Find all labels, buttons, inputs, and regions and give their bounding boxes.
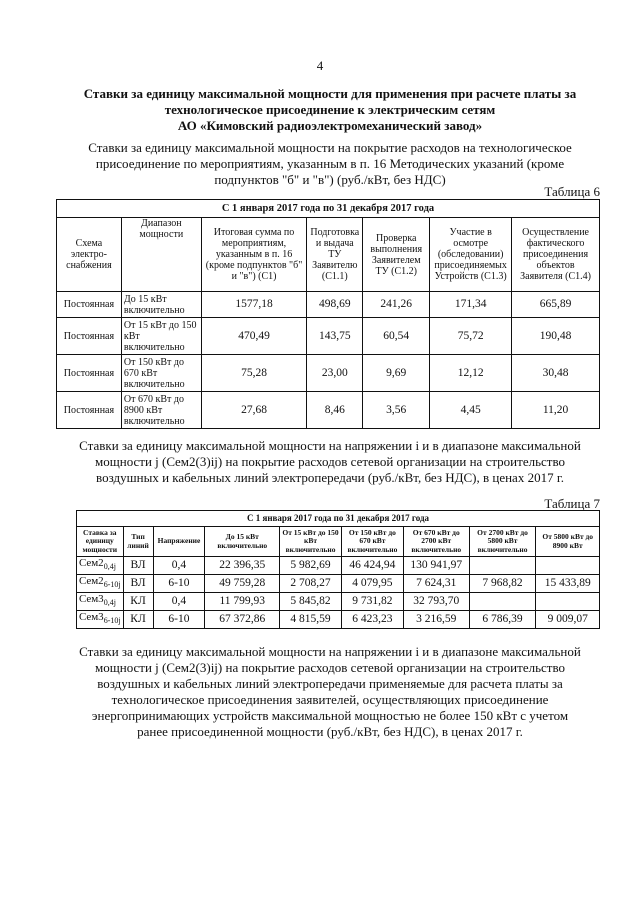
cell-c11: 498,69 (307, 292, 363, 318)
table-row (77, 611, 600, 629)
table7-intro (68, 438, 592, 486)
cell-value (536, 593, 600, 611)
table6-header-range: Диапазон мощности (121, 218, 201, 292)
table-6 (56, 199, 600, 429)
cell-rate (77, 575, 124, 593)
cell-c1: 1577,18 (201, 292, 307, 318)
cell-value: 2 708,27 (280, 575, 342, 593)
heading-line-1: Ставки за единицу максимальной мощности для применения при расчете платы за (83, 86, 577, 101)
cell-voltage: 0,4 (153, 557, 205, 575)
cell-value (469, 557, 536, 575)
cell-c12: 9,69 (363, 355, 430, 392)
cell-c11: 8,46 (307, 392, 363, 429)
table7-title: С 1 января 2017 года по 31 декабря 2017 года (77, 511, 600, 527)
rate-subscript: 0,4j (103, 562, 116, 572)
cell-c1: 75,28 (201, 355, 307, 392)
table7-header-range-6: От 5800 кВт до 8900 кВт (536, 527, 600, 557)
cell-value: 11 799,93 (205, 593, 280, 611)
cell-scheme: Постоянная (57, 355, 122, 392)
cell-range: От 670 кВт до 8900 кВт включительно (121, 392, 201, 429)
cell-type: КЛ (123, 593, 153, 611)
cell-value: 5 845,82 (280, 593, 342, 611)
rate-symbol: Cем2 (79, 557, 104, 570)
cell-rate (77, 611, 124, 629)
intro7-line-3: воздушных и кабельных линий электропередачи (руб./кВт, без НДС), в ценах 2017 г. (96, 470, 564, 485)
cell-value: 22 396,35 (205, 557, 280, 575)
rate-symbol: Cем3 (79, 611, 104, 624)
cell-range: От 15 кВт до 150 кВт включительно (121, 318, 201, 355)
table6-header-c12: Проверка выполнения Заявителем ТУ (С1.2) (363, 218, 430, 292)
cell-rate (77, 593, 124, 611)
cell-value: 7 968,82 (469, 575, 536, 593)
table-row (77, 557, 600, 575)
cell-c1: 27,68 (201, 392, 307, 429)
rate-symbol: Cем3 (79, 593, 104, 606)
cell-c14: 11,20 (512, 392, 600, 429)
cell-c13: 4,45 (430, 392, 512, 429)
cell-range: От 150 кВт до 670 кВт включительно (121, 355, 201, 392)
table6-header-c13: Участие в осмотре (обследовании) присоединяемых Устройств (С1.3) (430, 218, 512, 292)
table7-header-rate: Ставка за единицу мощности (77, 527, 124, 557)
table-row (57, 392, 600, 429)
table-row (57, 292, 600, 318)
table7-header-type: Тип линий (123, 527, 153, 557)
cell-type: КЛ (123, 611, 153, 629)
cell-c12: 3,56 (363, 392, 430, 429)
intro8-line-1: Ставки за единицу максимальной мощности на напряжении i и в диапазоне максимальной (79, 644, 581, 659)
cell-value: 4 815,59 (280, 611, 342, 629)
table7-header-range-1: До 15 кВт включительно (205, 527, 280, 557)
cell-c14: 30,48 (512, 355, 600, 392)
cell-value (536, 557, 600, 575)
table7-header-range-4: От 670 кВт до 2700 кВт включительно (403, 527, 469, 557)
cell-value: 5 982,69 (280, 557, 342, 575)
cell-value: 3 216,59 (403, 611, 469, 629)
table7-header-range-2: От 15 кВт до 150 кВт включительно (280, 527, 342, 557)
table6-header-c1: Итоговая сумма по мероприятиям, указанным в п. 16 (кроме подпунктов "б" и "в") (С1) (201, 218, 307, 292)
rate-subscript: 0,4j (103, 598, 116, 608)
table7-header-range-5: От 2700 кВт до 5800 кВт включительно (469, 527, 536, 557)
table6-header-c11: Подготовка и выдача ТУ Заявителю (С1.1) (307, 218, 363, 292)
table-7 (76, 510, 600, 629)
cell-rate (77, 557, 124, 575)
cell-c12: 241,26 (363, 292, 430, 318)
cell-value: 4 079,95 (341, 575, 403, 593)
cell-c12: 60,54 (363, 318, 430, 355)
document-heading (60, 86, 600, 134)
cell-value: 9 731,82 (341, 593, 403, 611)
cell-value: 7 624,31 (403, 575, 469, 593)
table-row (77, 593, 600, 611)
rate-symbol: Cем2 (79, 575, 104, 588)
intro8-line-2: мощности j (Cем2(3)ij) на покрытие расходов сетевой организации на строительство (95, 660, 565, 675)
table-row (57, 355, 600, 392)
intro7-line-2: мощности j (Cем2(3)ij) на покрытие расходов сетевой организации на строительство (95, 454, 565, 469)
cell-voltage: 6-10 (153, 575, 205, 593)
page-number: 4 (316, 58, 324, 73)
table7-label: Таблица 7 (544, 496, 600, 511)
cell-value: 32 793,70 (403, 593, 469, 611)
cell-value: 6 786,39 (469, 611, 536, 629)
heading-line-2: технологическое присоединение к электрическим сетям (164, 102, 496, 117)
cell-scheme: Постоянная (57, 392, 122, 429)
table6-label: Таблица 6 (544, 184, 600, 199)
intro8-line-6: ранее присоединенной мощности (руб./кВт, без НДС), в ценах 2017 г. (137, 724, 523, 739)
cell-c11: 23,00 (307, 355, 363, 392)
rate-subscript: 6-10j (103, 580, 121, 590)
cell-scheme: Постоянная (57, 292, 122, 318)
heading-line-3: АО «Кимовский радиоэлектромеханический завод» (177, 118, 483, 133)
intro6-line-2: присоединение по мероприятиям, указанным в п. 16 Методических указаний (кроме (95, 156, 565, 171)
cell-value: 15 433,89 (536, 575, 600, 593)
cell-voltage: 6-10 (153, 611, 205, 629)
intro6-line-1: Ставки за единицу максимальной мощности на покрытие расходов на технологическое (88, 140, 572, 155)
table7-header-range-3: От 150 кВт до 670 кВт включительно (341, 527, 403, 557)
cell-c1: 470,49 (201, 318, 307, 355)
cell-c13: 12,12 (430, 355, 512, 392)
intro6-line-3: подпунктов "б" и "в") (руб./кВт, без НДС) (214, 172, 446, 187)
cell-value (469, 593, 536, 611)
cell-value: 130 941,97 (403, 557, 469, 575)
cell-c14: 665,89 (512, 292, 600, 318)
intro7-line-1: Ставки за единицу максимальной мощности на напряжении i и в диапазоне максимальной (79, 438, 581, 453)
cell-voltage: 0,4 (153, 593, 205, 611)
table6-title: С 1 января 2017 года по 31 декабря 2017 года (57, 200, 600, 218)
cell-c14: 190,48 (512, 318, 600, 355)
cell-c11: 143,75 (307, 318, 363, 355)
cell-value: 49 759,28 (205, 575, 280, 593)
cell-value: 6 423,23 (341, 611, 403, 629)
cell-range: До 15 кВт включительно (121, 292, 201, 318)
cell-type: ВЛ (123, 575, 153, 593)
table6-header-scheme: Схема электро-снабжения (57, 218, 122, 292)
cell-scheme: Постоянная (57, 318, 122, 355)
rate-subscript: 6-10j (103, 616, 121, 626)
cell-value: 9 009,07 (536, 611, 600, 629)
closing-paragraph (68, 644, 592, 740)
intro8-line-5: энергопринимающих устройств максимальной мощностью не более 150 кВт с учетом (91, 708, 569, 723)
table7-header-voltage: Напряжение (153, 527, 205, 557)
table6-intro (70, 140, 590, 188)
cell-type: ВЛ (123, 557, 153, 575)
table-row (77, 575, 600, 593)
cell-value: 67 372,86 (205, 611, 280, 629)
cell-c13: 75,72 (430, 318, 512, 355)
cell-value: 46 424,94 (341, 557, 403, 575)
cell-c13: 171,34 (430, 292, 512, 318)
table6-header-c14: Осуществление фактического присоединения объектов Заявителя (С1.4) (512, 218, 600, 292)
table-row (57, 318, 600, 355)
intro8-line-3: воздушных и кабельных линий электропередачи применяемые для расчета платы за (97, 676, 563, 691)
intro8-line-4: технологическое присоединения заявителей, осуществляющих присоединение (111, 692, 549, 707)
